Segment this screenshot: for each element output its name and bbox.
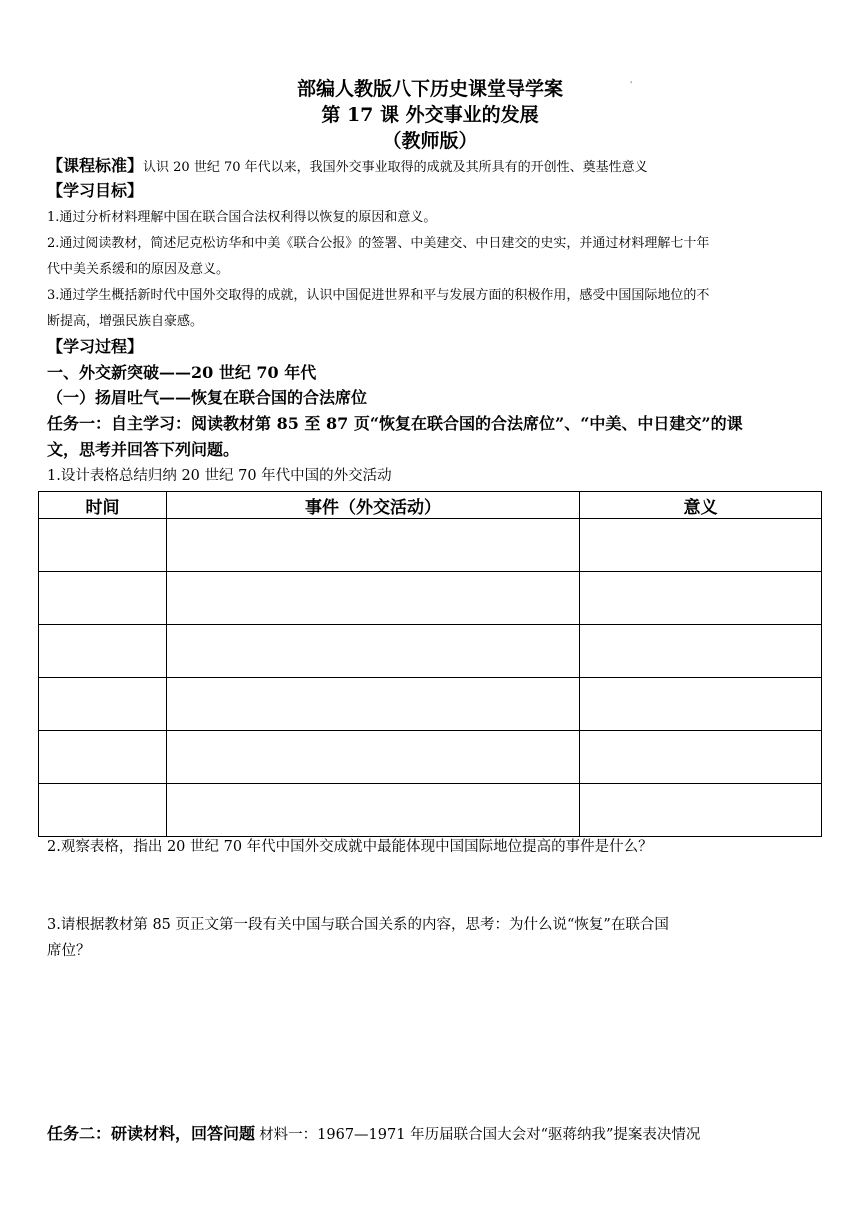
diplomacy-table [38, 491, 822, 837]
table-cell[interactable] [580, 731, 822, 784]
learning-process-label: 【学习过程】 [47, 337, 144, 356]
goal-item: 代中美关系缓和的原因及意义。 [47, 262, 230, 277]
table-header-time: 时间 [39, 492, 167, 519]
table-cell[interactable] [580, 678, 822, 731]
question-three-line: 3.请根据教材第 85 页正文第一段有关中国与联合国关系的内容，思考：为什么说“恢复”在联合国 [47, 917, 669, 933]
table-row [39, 572, 822, 625]
table-row [39, 678, 822, 731]
table-cell[interactable] [167, 572, 580, 625]
stray-mark: ' [630, 80, 633, 89]
table-cell[interactable] [39, 678, 167, 731]
question-one: 1.设计表格总结归纳 20 世纪 70 年代中国的外交活动 [47, 468, 392, 484]
lesson-title: 第 17 课 外交事业的发展 [321, 104, 539, 126]
table-cell[interactable] [167, 625, 580, 678]
table-cell[interactable] [580, 519, 822, 572]
document-title: 部编人教版八下历史课堂导学案 [296, 78, 563, 100]
course-standard [47, 157, 827, 177]
goal-item: 1.通过分析材料理解中国在联合国合法权利得以恢复的原因和意义。 [47, 210, 437, 225]
table-cell[interactable] [39, 572, 167, 625]
table-header-row [39, 492, 822, 519]
question-three-line: 席位？ [47, 943, 91, 959]
goal-item: 断提高，增强民族自豪感。 [47, 314, 204, 329]
task-two-text: 材料一：1967—1971 年历届联合国大会对“驱蒋纳我”提案表决情况 [259, 1127, 701, 1143]
version-label: （教师版） [382, 130, 478, 152]
table-cell[interactable] [580, 625, 822, 678]
task-two-line [47, 1125, 827, 1145]
table-row [39, 784, 822, 837]
learning-goals-label: 【学习目标】 [47, 181, 144, 200]
task-two-label: 任务二：研读材料，回答问题 [47, 1124, 256, 1143]
table-cell[interactable] [39, 519, 167, 572]
table-row [39, 731, 822, 784]
question-two: 2.观察表格，指出 20 世纪 70 年代中国外交成就中最能体现中国国际地位提高的事件是什么？ [47, 839, 653, 855]
course-standard-text: 认识 20 世纪 70 年代以来，我国外交事业取得的成就及其所具有的开创性、奠基性意义 [143, 160, 648, 175]
table-cell[interactable] [580, 784, 822, 837]
course-standard-label: 【课程标准】 [47, 156, 144, 175]
table-header-event: 事件（外交活动） [167, 492, 580, 519]
table-cell[interactable] [167, 519, 580, 572]
task-one-line: 任务一：自主学习：阅读教材第 85 至 87 页“恢复在联合国的合法席位”、“中美、中日建交”的课 [47, 414, 743, 433]
table-cell[interactable] [167, 731, 580, 784]
table-cell[interactable] [39, 625, 167, 678]
table-cell[interactable] [580, 572, 822, 625]
goal-item: 3.通过学生概括新时代中国外交取得的成就，认识中国促进世界和平与发展方面的积极作用，感受中国国际地位的不 [47, 288, 710, 303]
task-one-line: 文，思考并回答下列问题。 [47, 440, 240, 459]
table-cell[interactable] [39, 731, 167, 784]
table-cell[interactable] [167, 784, 580, 837]
goal-item: 2.通过阅读教材，简述尼克松访华和中美《联合公报》的签署、中美建交、中日建交的史实，并通过材料理解七十年 [47, 236, 710, 251]
section-heading: 一、外交新突破——20 世纪 70 年代 [47, 363, 317, 382]
table-cell[interactable] [39, 784, 167, 837]
table-row [39, 519, 822, 572]
subsection-heading: （一）扬眉吐气——恢复在联合国的合法席位 [47, 388, 368, 407]
table-header-significance: 意义 [580, 492, 822, 519]
table-row [39, 625, 822, 678]
table-cell[interactable] [167, 678, 580, 731]
